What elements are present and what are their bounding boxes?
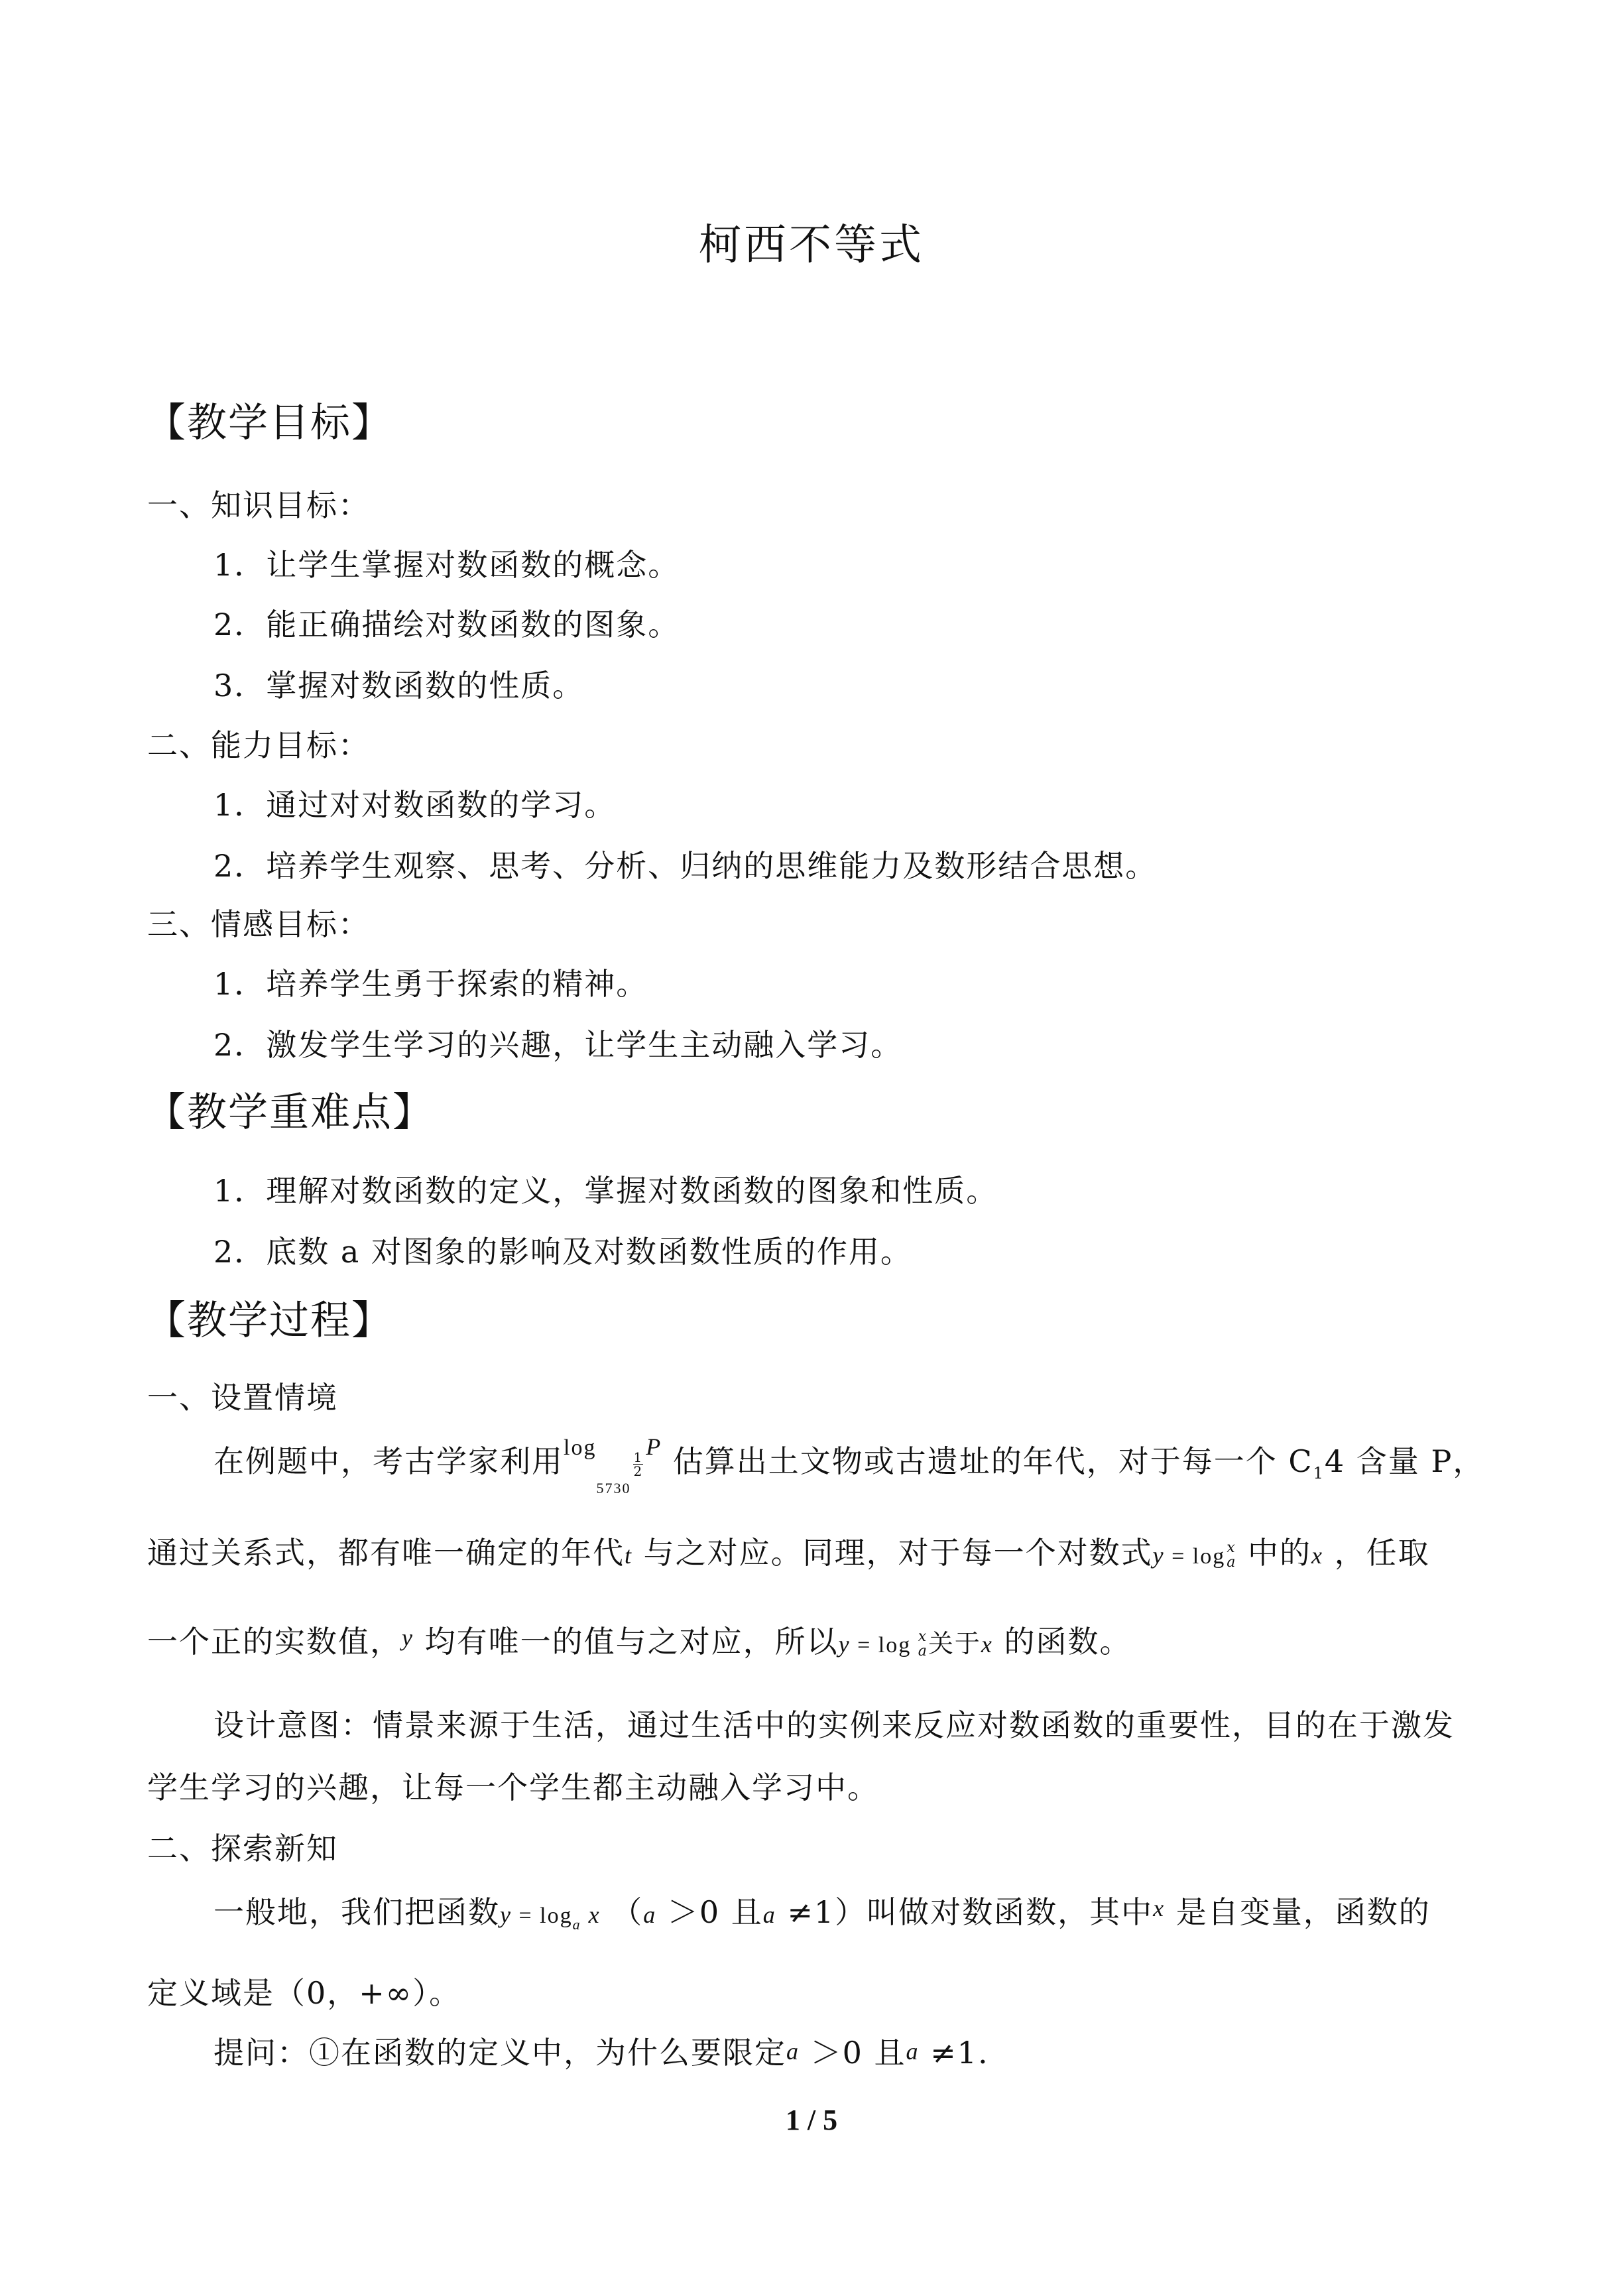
list-item: 1．培养学生勇于探索的精神。	[213, 966, 648, 1002]
paragraph-question: 提问：①在函数的定义中，为什么要限定a ＞0 且a ≠1.	[213, 2035, 989, 2071]
knowledge-goals-title: 一、知识目标：	[147, 487, 370, 523]
sqrt-fraction: $\frac{1}{2}$	[633, 1449, 644, 1479]
list-item: 2．能正确描绘对数函数的图象。	[213, 607, 680, 642]
heading-teaching-process: 【教学过程】	[146, 1298, 392, 1344]
paragraph-definition-line1: 一般地，我们把函数$y = \log_a x$ （a ＞0 且a ≠1）叫做对数函数，其中$^x$ 是自变量，函数的	[213, 1894, 1431, 1933]
paragraph-situation-line1: 在例题中，考古学家利用$^{log}_{5730}$ $\frac{1}{2}$ $^P$ 估算出土文物或古遗址的年代，对于每一个 $C_14$ 含量 P，	[213, 1433, 1485, 1497]
ability-goals-title: 二、能力目标：	[147, 727, 370, 763]
list-item: 1．通过对对数函数的学习。	[213, 787, 617, 823]
heading-key-points: 【教学重难点】	[146, 1089, 434, 1136]
explore-title: 二、探索新知	[147, 1831, 338, 1866]
situation-title: 一、设置情境	[147, 1380, 338, 1416]
list-item: 2．培养学生观察、思考、分析、归纳的思维能力及数形结合思想。	[213, 848, 1158, 884]
heading-teaching-goals: 【教学目标】	[146, 400, 392, 446]
list-item: 2．底数 a 对图象的影响及对数函数性质的作用。	[213, 1234, 912, 1270]
page-title: 柯西不等式	[699, 221, 924, 270]
list-item: 1．让学生掌握对数函数的概念。	[213, 547, 680, 583]
list-item: 3．掌握对数函数的性质。	[213, 668, 585, 703]
page-number: 1 / 5	[785, 2104, 838, 2136]
paragraph-design-line2: 学生学习的兴趣，让每一个学生都主动融入学习中。	[147, 1770, 879, 1805]
paragraph-situation-line3: 一个正的实数值，$^y$ 均有唯一的值与之对应，所以y = log x a 关于x 的函数。	[147, 1624, 1132, 1660]
emotion-goals-title: 三、情感目标：	[147, 906, 370, 942]
paragraph-situation-line2: 通过关系式，都有唯一确定的年代t 与之对应。同理，对于每一个对数式y = log x a 中的x ，任取	[147, 1535, 1430, 1571]
paragraph-design-line1: 设计意图：情景来源于生活，通过生活中的实例来反应对数函数的重要性，目的在于激发	[213, 1707, 1455, 1743]
list-item: 1．理解对数函数的定义，掌握对数函数的图象和性质。	[213, 1173, 998, 1209]
paragraph-definition-line2: 定义域是（0，+∞）。	[147, 1975, 461, 2011]
list-item: 2．激发学生学习的兴趣，让学生主动融入学习。	[213, 1027, 903, 1063]
log-formula: log	[564, 1435, 597, 1460]
